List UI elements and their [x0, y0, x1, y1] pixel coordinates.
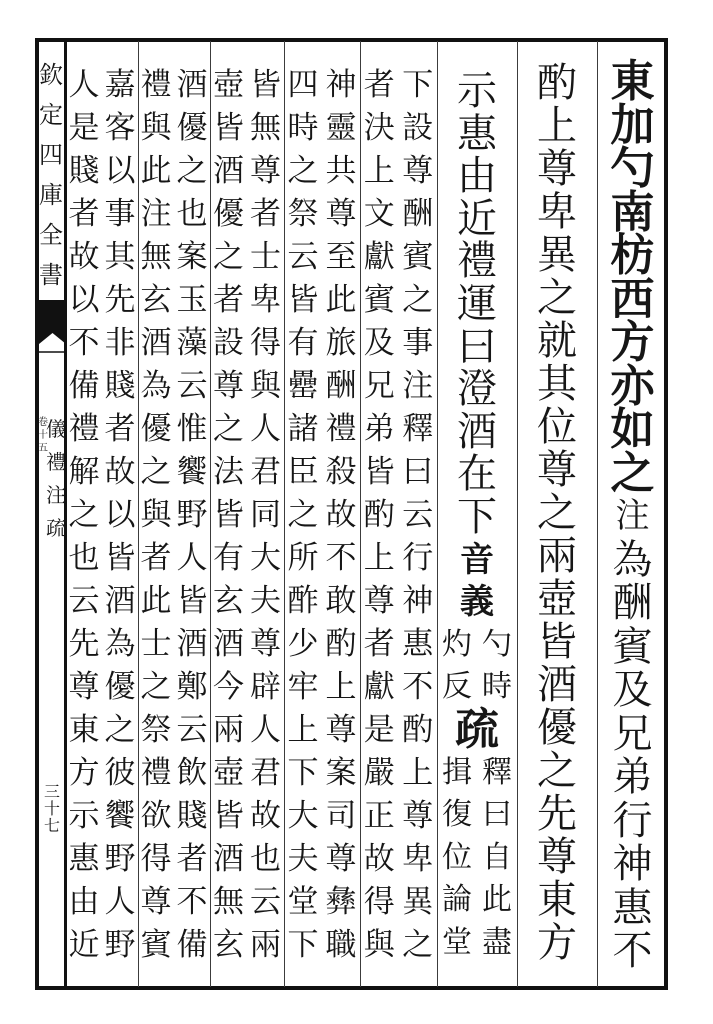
text-column	[597, 0, 668, 1000]
note-left-line: 禮 與 此 注 無 玄 酒 為 優 之 與 者 此 士 之 祭 禮 欲 得 尊 賓	[140, 67, 172, 963]
subcommentary-note	[360, 64, 437, 967]
note-left-line: 者 決 上 文 獻 賓 及 兄 弟 皆 酌 上 尊 者 獻 是 嚴 正 故 得 與	[363, 67, 395, 963]
subcommentary-note	[284, 64, 360, 967]
note-left-line: 四 時 之 祭 云 皆 有 罍 諸 臣 之 所 酢 少 牢 上 下 大 夫 堂 下	[287, 67, 319, 963]
juan-number: 卷 十 五	[38, 417, 48, 454]
collection-title: 欽 定 四 庫 全 書	[39, 61, 63, 289]
note-right-line: 勺 時	[482, 626, 512, 705]
subcommentary-note	[437, 752, 517, 965]
subcommentary-column	[284, 0, 360, 1000]
commentary-marker: 注	[615, 496, 650, 536]
subcommentary-marker: 疏	[455, 703, 499, 755]
note-left-line: 人 是 賤 者 故 以 不 備 禮 解 之 也 云 先 尊 東 方 示 惠 由 近	[68, 67, 100, 963]
book-title: 儀 禮 注 疏	[46, 417, 66, 540]
subcommentary-note	[210, 64, 284, 967]
classic-text: 東 加 勺 南 枋 西 方 亦 如 之	[610, 56, 655, 499]
commentary-text: 示 惠 由 近 禮 運 曰 澄 酒 在 下	[457, 68, 497, 540]
note-right-line: 皆 無 尊 者 士 卑 得 與 人 君 同 大 夫 尊 辟 人 君 故 也 云 兩	[250, 67, 281, 963]
pronunciation-note	[437, 624, 517, 709]
text-column	[517, 0, 597, 1000]
note-left-line: 灼 反	[442, 626, 472, 705]
note-right-line: 釋 曰 自 此 盡	[482, 754, 512, 960]
subcommentary-note	[66, 64, 138, 967]
pronunciation-marker: 音 義	[460, 539, 494, 623]
subcommentary-column	[210, 0, 284, 1000]
page-number: 三 十 七	[43, 782, 60, 835]
subcommentary-column	[360, 0, 437, 1000]
commentary-text: 為 酬 賓 及 兄 弟 行 神 惠 不	[612, 536, 653, 974]
note-right-line: 神 靈 共 尊 至 此 旅 酬 禮 殺 故 不 敢 酌 上 尊 案 司 尊 彝 職	[325, 67, 357, 963]
text-column	[437, 0, 517, 1000]
note-left-line: 揖 復 位 論 堂	[442, 754, 472, 960]
fishtail-mark	[39, 300, 66, 362]
subcommentary-column	[138, 0, 210, 1000]
note-right-line: 下 設 尊 酬 賓 之 事 注 釋 曰 云 行 神 惠 不 酌 上 尊 卑 異 之	[402, 67, 434, 963]
note-right-line: 酒 優 之 也 案 玉 藻 云 惟 饗 野 人 皆 酒 鄭 云 飲 賤 者 不 備	[176, 67, 208, 963]
note-right-line: 嘉 客 以 事 其 先 非 賤 者 故 以 皆 酒 為 優 之 彼 饗 野 人 野	[104, 67, 136, 963]
commentary-text: 酌 上 尊 卑 異 之 就 其 位 尊 之 兩 壺 皆 酒 優 之 先 尊 東 方	[537, 60, 577, 966]
subcommentary-column	[66, 0, 138, 1000]
subcommentary-note	[138, 64, 210, 967]
note-left-line: 壺 皆 酒 優 之 者 設 尊 之 法 皆 有 玄 酒 今 兩 壺 皆 酒 無 玄	[213, 67, 244, 963]
